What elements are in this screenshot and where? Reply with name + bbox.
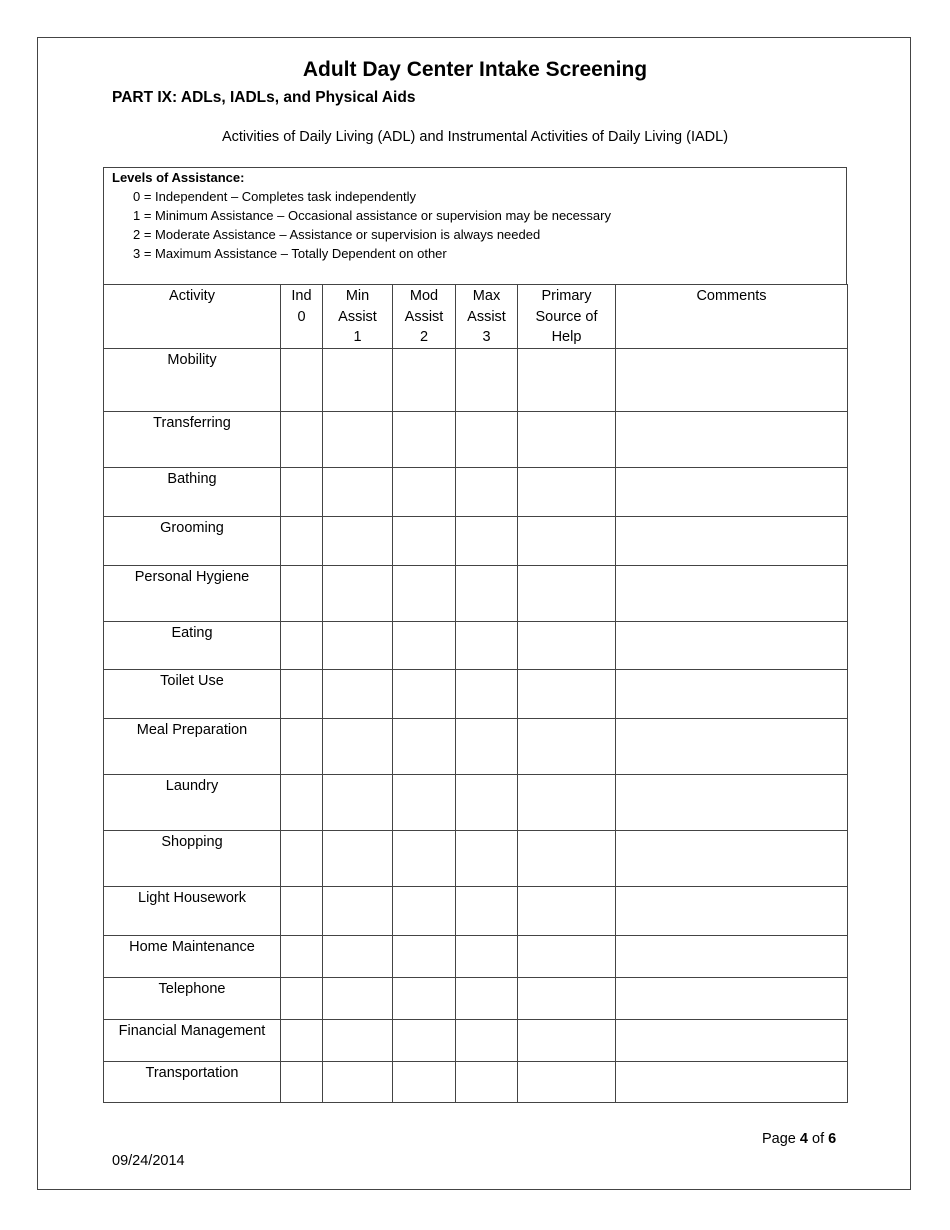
table-row	[104, 935, 848, 977]
form-date: 09/24/2014	[112, 1153, 185, 1169]
comments-cell[interactable]	[616, 1061, 848, 1102]
max-assist-cell[interactable]	[456, 411, 518, 467]
page-total: 6	[828, 1131, 837, 1147]
header-ind	[281, 285, 323, 349]
header-mod-assist	[393, 285, 456, 349]
header-min-assist	[323, 285, 393, 349]
max-assist-cell[interactable]	[456, 1061, 518, 1102]
ind-cell[interactable]	[281, 467, 323, 516]
mod-assist-cell[interactable]	[393, 669, 456, 718]
table-row	[104, 565, 848, 621]
header-max-assist-line: Assist	[467, 308, 506, 325]
primary-source-cell[interactable]	[518, 935, 616, 977]
table-row	[104, 830, 848, 886]
table-row	[104, 467, 848, 516]
comments-cell[interactable]	[616, 935, 848, 977]
mod-assist-cell[interactable]	[393, 1019, 456, 1061]
max-assist-cell[interactable]	[456, 977, 518, 1019]
table-row	[104, 886, 848, 935]
primary-source-cell[interactable]	[518, 774, 616, 830]
primary-source-cell[interactable]	[518, 565, 616, 621]
legend-line-0: 0 = Independent – Completes task independently	[133, 189, 416, 204]
table-row	[104, 516, 848, 565]
mod-assist-cell[interactable]	[393, 977, 456, 1019]
mod-assist-cell[interactable]	[393, 718, 456, 774]
header-mod-assist-line: Assist	[404, 308, 444, 325]
part-heading: PART IX: ADLs, IADLs, and Physical Aids	[112, 89, 416, 106]
ind-cell[interactable]	[281, 411, 323, 467]
ind-cell[interactable]	[281, 830, 323, 886]
page-of: of	[812, 1131, 825, 1147]
mod-assist-cell[interactable]	[393, 935, 456, 977]
page-current: 4	[799, 1131, 808, 1147]
mod-assist-cell[interactable]	[393, 886, 456, 935]
ind-cell[interactable]	[281, 1019, 323, 1061]
primary-source-cell[interactable]	[518, 669, 616, 718]
max-assist-cell[interactable]	[456, 886, 518, 935]
header-primary-source-line: Primary	[541, 288, 592, 304]
primary-source-cell[interactable]	[518, 621, 616, 669]
comments-cell[interactable]	[616, 886, 848, 935]
max-assist-cell[interactable]	[456, 774, 518, 830]
comments-cell[interactable]	[616, 669, 848, 718]
mod-assist-cell[interactable]	[393, 621, 456, 669]
ind-cell[interactable]	[281, 886, 323, 935]
header-ind-line: Ind	[291, 288, 312, 304]
header-primary-source	[518, 285, 616, 349]
max-assist-cell[interactable]	[456, 718, 518, 774]
table-row	[104, 977, 848, 1019]
legend-line-3: 3 = Maximum Assistance – Totally Dependent on other	[133, 246, 447, 261]
comments-cell[interactable]	[616, 621, 848, 669]
min-assist-cell[interactable]	[323, 621, 393, 669]
max-assist-cell[interactable]	[456, 830, 518, 886]
max-assist-cell[interactable]	[456, 516, 518, 565]
max-assist-cell[interactable]	[456, 621, 518, 669]
adl-table	[103, 284, 848, 1103]
ind-cell[interactable]	[281, 935, 323, 977]
table-row	[104, 1061, 848, 1102]
mod-assist-cell[interactable]	[393, 565, 456, 621]
activity-label: Telephone	[104, 977, 281, 1019]
activity-label: Grooming	[104, 516, 281, 565]
table-row	[104, 411, 848, 467]
min-assist-cell[interactable]	[323, 565, 393, 621]
page-label: Page	[762, 1131, 796, 1147]
comments-cell[interactable]	[616, 830, 848, 886]
min-assist-cell[interactable]	[323, 467, 393, 516]
activity-label: Home Maintenance	[104, 935, 281, 977]
ind-cell[interactable]	[281, 565, 323, 621]
comments-cell[interactable]	[616, 565, 848, 621]
min-assist-cell[interactable]	[323, 935, 393, 977]
mod-assist-cell[interactable]	[393, 467, 456, 516]
primary-source-cell[interactable]	[518, 516, 616, 565]
ind-cell[interactable]	[281, 977, 323, 1019]
min-assist-cell[interactable]	[323, 411, 393, 467]
ind-cell[interactable]	[281, 718, 323, 774]
header-min-assist-line: 1	[353, 329, 362, 345]
max-assist-cell[interactable]	[456, 935, 518, 977]
comments-cell[interactable]	[616, 1019, 848, 1061]
legend-line-1: 1 = Minimum Assistance – Occasional assistance or supervision may be necessary	[133, 208, 611, 223]
max-assist-cell[interactable]	[456, 348, 518, 411]
header-max-assist	[456, 285, 518, 349]
activity-label: Transportation	[104, 1061, 281, 1102]
min-assist-cell[interactable]	[323, 1061, 393, 1102]
primary-source-cell[interactable]	[518, 1061, 616, 1102]
header-activity	[104, 285, 281, 349]
min-assist-cell[interactable]	[323, 718, 393, 774]
table-row	[104, 669, 848, 718]
ind-cell[interactable]	[281, 1061, 323, 1102]
min-assist-cell[interactable]	[323, 830, 393, 886]
legend-line-2: 2 = Moderate Assistance – Assistance or supervision is always needed	[133, 227, 541, 242]
primary-source-cell[interactable]	[518, 886, 616, 935]
table-row	[104, 718, 848, 774]
min-assist-cell[interactable]	[323, 886, 393, 935]
header-max-assist-line: 3	[482, 329, 491, 345]
primary-source-cell[interactable]	[518, 718, 616, 774]
comments-cell[interactable]	[616, 348, 848, 411]
primary-source-cell[interactable]	[518, 411, 616, 467]
max-assist-cell[interactable]	[456, 669, 518, 718]
header-mod-assist-line: Mod	[409, 288, 439, 304]
activity-label: Shopping	[104, 830, 281, 886]
primary-source-cell[interactable]	[518, 467, 616, 516]
activity-label: Eating	[104, 621, 281, 669]
table-row	[104, 774, 848, 830]
legend-title: Levels of Assistance:	[112, 170, 245, 185]
comments-cell[interactable]	[616, 718, 848, 774]
header-max-assist-line: Max	[472, 288, 501, 304]
min-assist-cell[interactable]	[323, 977, 393, 1019]
header-comments	[616, 285, 848, 349]
mod-assist-cell[interactable]	[393, 348, 456, 411]
table-row	[104, 1019, 848, 1061]
header-mod-assist-line: 2	[419, 329, 429, 345]
header-activity-line: Activity	[169, 288, 215, 304]
comments-cell[interactable]	[616, 467, 848, 516]
min-assist-cell[interactable]	[323, 516, 393, 565]
min-assist-cell[interactable]	[323, 669, 393, 718]
activity-label: Laundry	[104, 774, 281, 830]
header-ind-line: 0	[297, 308, 306, 325]
primary-source-cell[interactable]	[518, 348, 616, 411]
max-assist-cell[interactable]	[456, 1019, 518, 1061]
mod-assist-cell[interactable]	[393, 774, 456, 830]
table-row	[104, 621, 848, 669]
header-primary-source-line: Source of	[535, 308, 598, 325]
mod-assist-cell[interactable]	[393, 516, 456, 565]
page-number	[762, 1131, 836, 1147]
header-comments-line: Comments	[696, 288, 767, 304]
primary-source-cell[interactable]	[518, 830, 616, 886]
ind-cell[interactable]	[281, 774, 323, 830]
max-assist-cell[interactable]	[456, 565, 518, 621]
comments-cell[interactable]	[616, 774, 848, 830]
page-title: Adult Day Center Intake Screening	[302, 58, 648, 81]
mod-assist-cell[interactable]	[393, 830, 456, 886]
activity-label: Meal Preparation	[104, 718, 281, 774]
activity-label: Personal Hygiene	[104, 565, 281, 621]
comments-cell[interactable]	[616, 977, 848, 1019]
primary-source-cell[interactable]	[518, 1019, 616, 1061]
ind-cell[interactable]	[281, 669, 323, 718]
activity-label: Toilet Use	[104, 669, 281, 718]
table-header-row	[104, 285, 848, 349]
ind-cell[interactable]	[281, 516, 323, 565]
table-subtitle: Activities of Daily Living (ADL) and Instrumental Activities of Daily Living (IADL)	[221, 129, 729, 145]
mod-assist-cell[interactable]	[393, 411, 456, 467]
mod-assist-cell[interactable]	[393, 1061, 456, 1102]
header-min-assist-line: Assist	[338, 308, 377, 325]
min-assist-cell[interactable]	[323, 348, 393, 411]
comments-cell[interactable]	[616, 516, 848, 565]
primary-source-cell[interactable]	[518, 977, 616, 1019]
ind-cell[interactable]	[281, 348, 323, 411]
assistance-legend	[103, 167, 847, 285]
max-assist-cell[interactable]	[456, 467, 518, 516]
header-min-assist-line: Min	[345, 288, 370, 304]
comments-cell[interactable]	[616, 411, 848, 467]
ind-cell[interactable]	[281, 621, 323, 669]
min-assist-cell[interactable]	[323, 774, 393, 830]
min-assist-cell[interactable]	[323, 1019, 393, 1061]
activity-label: Bathing	[104, 467, 281, 516]
header-primary-source-line: Help	[551, 329, 582, 345]
activity-label: Light Housework	[104, 886, 281, 935]
activity-label: Mobility	[104, 348, 281, 411]
table-row	[104, 348, 848, 411]
activity-label: Financial Management	[104, 1019, 281, 1061]
activity-label: Transferring	[104, 411, 281, 467]
